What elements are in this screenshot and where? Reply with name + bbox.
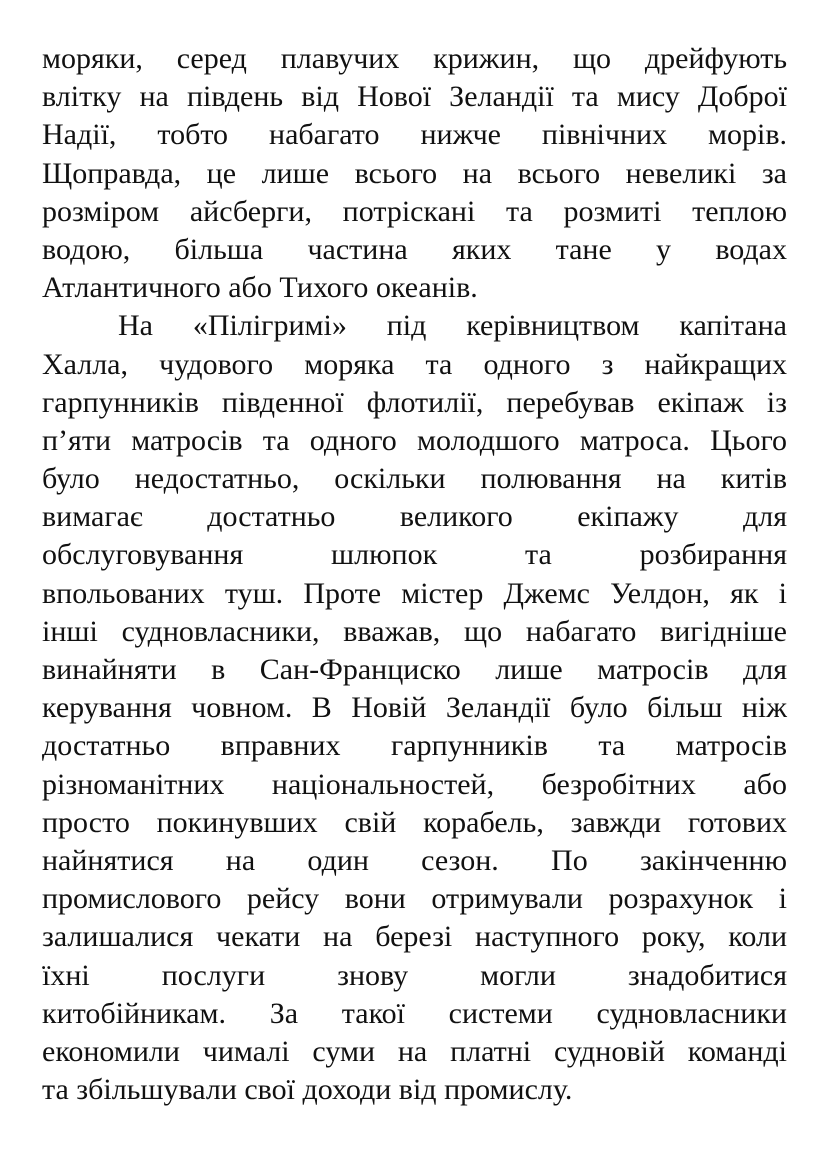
text-line: китобійникам. За такої системи судновласники	[42, 996, 787, 1030]
text-line: розміром айсберги, потріскані та розмиті теплою	[42, 194, 787, 228]
text-line: водою, більша частина яких тане у водах	[42, 232, 787, 266]
paragraph-2	[42, 307, 787, 1109]
text-line: винайняти в Сан-Франциско лише матросів для	[42, 653, 787, 686]
text-line: найнятися на один сезон. По закінченню	[42, 843, 787, 877]
text-line: інші судновласники, вважав, що набагато вигідніше	[42, 614, 787, 648]
text-line: гарпунників південної флотилії, перебував екіпаж із	[42, 385, 787, 419]
text-line: та збільшували свої доходи від промислу.	[42, 1073, 573, 1107]
text-line: моряки, серед плавучих крижин, що дрейфують	[42, 42, 787, 75]
text-line: керування човном. В Новій Зеландії було більш ніж	[42, 691, 787, 725]
text-line: Халла, чудового моряка та одного з найкращих	[42, 347, 787, 381]
text-line: було недостатньо, оскільки полювання на китів	[42, 462, 787, 496]
text-line: Надії, тобто набагато нижче північних морів.	[42, 118, 787, 152]
text-line: різноманітних національностей, безробітних або	[42, 767, 787, 801]
text-line: обслуговування шлюпок та розбирання	[42, 538, 787, 572]
text-line: п’яти матросів та одного молодшого матроса. Цього	[42, 423, 787, 457]
text-line: впольованих туш. Проте містер Джемс Уелдон, як і	[42, 576, 787, 610]
document-page	[42, 40, 787, 1109]
paragraph-1	[42, 40, 787, 307]
text-line: достатньо вправних гарпунників та матросів	[42, 729, 787, 763]
text-line: Атлантичного або Тихого океанів.	[42, 271, 478, 305]
text-line: їхні послуги знову могли знадобитися	[42, 958, 787, 992]
text-line: економили чималі суми на платні судновій команді	[42, 1034, 787, 1068]
text-line: залишалися чекати на березі наступного року, коли	[42, 920, 787, 954]
text-line: просто покинувших свій корабель, завжди готових	[42, 805, 787, 839]
text-line: На «Пілігримі» під керівництвом капітана	[118, 309, 787, 343]
text-line: влітку на південь від Нової Зеландії та мису Доброї	[42, 80, 787, 114]
text-line: промислового рейсу вони отримували розрахунок і	[42, 882, 787, 916]
text-line: вимагає достатньо великого екіпажу для	[42, 500, 787, 534]
text-line: Щоправда, це лише всього на всього невеликі за	[42, 156, 787, 190]
